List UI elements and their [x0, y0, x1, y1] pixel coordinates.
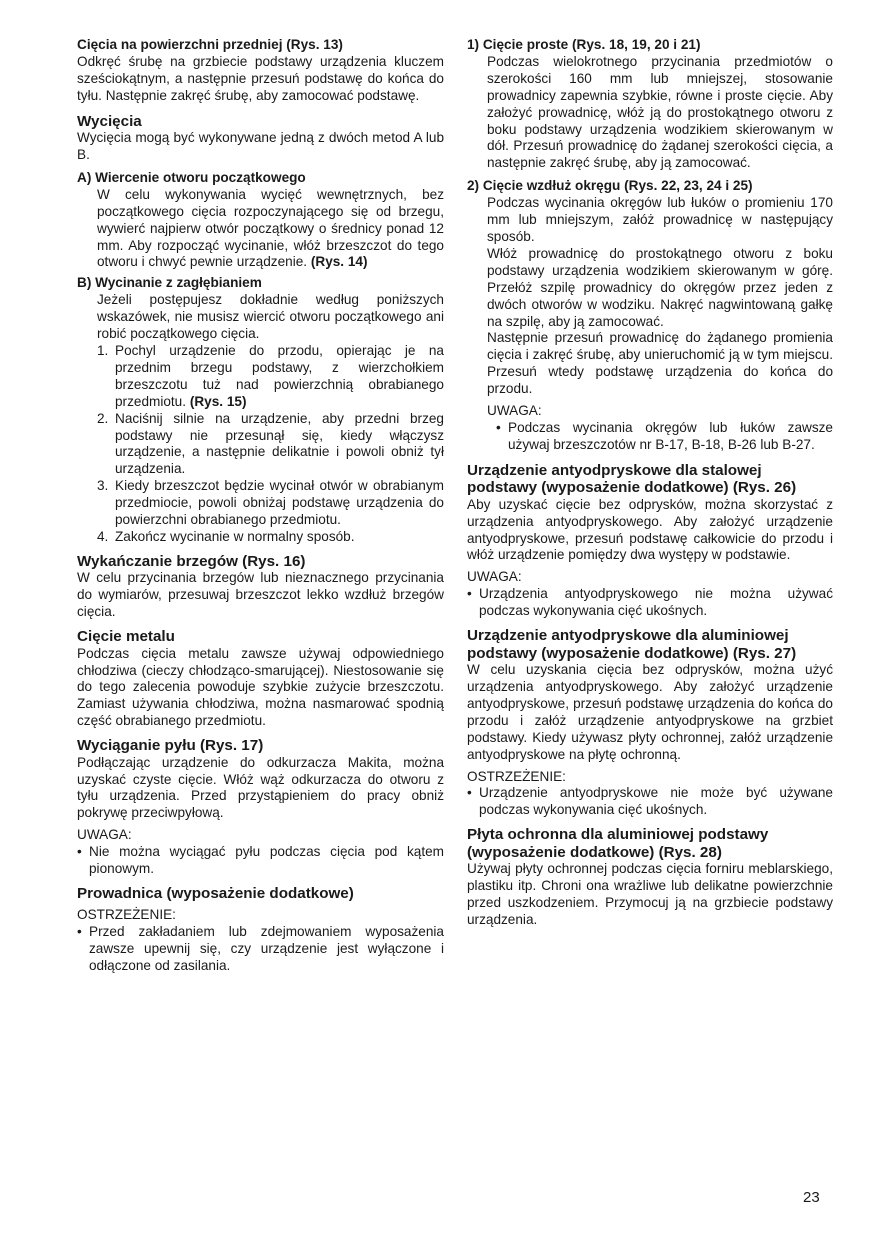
paragraph-circular-cutting-2: Włóż prowadnicę do prostokątnego otworu z boku podstawy urządzenia wodzikiem skierowanym w górę. Przełóż szpilę prowadnicy do okręgów przez jeden z dwóch otworów w wodziku. Nakręć nagwintowaną gałkę na szpilę, aby ją zamocować.: [487, 245, 833, 329]
paragraph-edge-finishing: W celu przycinania brzegów lub nieznacznego przycinania do wymiarów, przesuwaj brzeszczot lekko wzdłuż brzegów cięcia.: [77, 570, 444, 620]
paragraph-straight-cutting: Podczas wielokrotnego przycinania przedmiotów o szerokości 160 mm lub mniejszej, stosowanie prowadnicy zapewnia szybkie, równe i proste cięcie. Aby założyć prowadnicę, włóż ją do prostokątnego otworu z boku podstawy urządzenia wodzikiem skierowanym w dół. Przesuń prowadnicę do żądanej szerokości cięcia, a następnie zakręć śrubę, aby ją zamocować.: [487, 53, 833, 171]
paragraph-front-cuts: Odkręć śrubę na grzbiecie podstawy urządzenia kluczem sześciokątnym, a następnie przesuń podstawę do końca do tyłu. Następnie zakręć śrubę, aby zamocować podstawę.: [77, 53, 444, 103]
heading-cutouts: Wycięcia: [77, 112, 142, 130]
paragraph-starting-hole: [77, 187, 444, 272]
note-bullet: [77, 844, 444, 878]
heading-anti-splintering-aluminium: Urządzenie antyodpryskowe dla aluminiowej podstawy (wyposażenie dodatkowe) (Rys. 27): [467, 627, 797, 662]
bullet-icon: •: [467, 785, 472, 801]
step-text: Zakończ wycinanie w normalny sposób.: [115, 528, 355, 544]
heading-edge-finishing: Wykańczanie brzegów (Rys. 16): [77, 552, 306, 570]
heading-plunge-cutting: B) Wycinanie z zagłębianiem: [77, 275, 262, 291]
heading-front-cuts: Cięcia na powierzchni przedniej (Rys. 13): [77, 37, 343, 52]
heading-starting-hole: A) Wiercenie otworu początkowego: [77, 169, 306, 185]
paragraph-plunge-cutting: Jeżeli postępujesz dokładnie według poniższych wskazówek, nie musisz wiercić otworu początkowego ani robić początkowego cięcia.: [97, 292, 444, 342]
warning-label: OSTRZEŻENIE:: [77, 907, 176, 923]
paragraph-anti-splintering-aluminium: W celu uzyskania cięcia bez odprysków, można użyć urządzenia antyodpryskowego. Aby założyć urządzenie antyodpryskowe, przesuń podstawę urządzenia do końca do przodu i załóż urządzenie antyodpryskowe na grzbiet podstawy. Kiedy używasz płyty ochronnej, załóż urządzenie antyodpryskowe na płytę ochronną.: [467, 662, 833, 762]
paragraph-circular-cutting-1: Podczas wycinania okręgów lub łuków o promieniu 170 mm lub mniejszym, załóż prowadnicę w następujący sposób.: [487, 195, 833, 244]
heading-metal-cutting: Cięcie metalu: [77, 628, 175, 646]
heading-anti-splintering-steel: Urządzenie antyodpryskowe dla stalowej podstawy (wyposażenie dodatkowe) (Rys. 26): [467, 461, 797, 497]
paragraph-anti-splintering-steel: Aby uzyskać cięcie bez odprysków, można skorzystać z urządzenia antyodpryskowego. Aby założyć urządzenie antyodpryskowe, przesuń podstawę całkowicie do przodu i włóż urządzenie pomiędzy dwa występy w podstawie.: [467, 496, 833, 563]
list-item: [97, 529, 444, 546]
plunge-steps-list: [77, 343, 444, 546]
step-text: Kiedy brzeszczot będzie wycinał otwór w obrabianym przedmiocie, powoli obniżaj podstawę urządzenia do powierzchni obrabianego przedmiotu.: [115, 478, 444, 528]
step-text: Pochyl urządzenie do przodu, opierając je na przednim brzegu podstawy, z wierzchołkiem brzeszczotu tuż nad powierzchnią obrabianego przedmiotu.: [115, 343, 444, 409]
note-text: Podczas wycinania okręgów lub łuków zawsze używaj brzeszczotów nr B-17, B-18, B-26 lub B-27.: [508, 419, 833, 452]
right-column: [467, 37, 833, 929]
step-number: 4.: [97, 528, 109, 544]
starting-hole-text: W celu wykonywania wycięć wewnętrznych, bez początkowego cięcia rozpoczynającego się od brzegu, wywierć najpierw otwór początkowy o średnicy ponad 12 mm. Aby rozpocząć wycinanie, włóż brzeszczot do tego otworu i chwyć pewnie urządzenie.: [97, 186, 444, 270]
heading-circular-cutting: 2) Cięcie wzdłuż okręgu (Rys. 22, 23, 24 i 25): [467, 178, 753, 194]
warning-text: Przed zakładaniem lub zdejmowaniem wyposażenia zawsze upewnij się, czy urządzenie jest wyłączone i odłączone od zasilania.: [89, 924, 444, 974]
paragraph-cutouts: Wycięcia mogą być wykonywane jedną z dwóch metod A lub B.: [77, 130, 444, 163]
warning-bullet: [467, 785, 833, 819]
heading-straight-cutting: 1) Cięcie proste (Rys. 18, 19, 20 i 21): [467, 37, 701, 52]
paragraph-cover-plate: Używaj płyty ochronnej podczas cięcia forniru meblarskiego, plastiku itp. Chroni ona wrażliwe lub delikatne powierzchnie przed uszkodzeniem. Przymocuj ją na grzbiecie podstawy urządzenia.: [467, 861, 833, 927]
step-number: 1.: [97, 343, 109, 358]
page-number: 23: [803, 1189, 820, 1206]
paragraph-dust-extraction: Podłączając urządzenie do odkurzacza Makita, można uzyskać czyste cięcie. Włóż wąż odkurzacza do otworu z tyłu urządzenia. Przed przystąpieniem do pracy obniż pokrywę przeciwpyłową.: [77, 754, 444, 821]
paragraph-metal-cutting: Podczas cięcia metalu zawsze używaj odpowiedniego chłodziwa (cieczy chłodząco-smarującej). Niestosowanie się do tego zalecenia powoduje szybkie zużycie brzeszczotu. Zamiast używania chłodziwa, można nasmarować spodnią część obrabianego przedmiotu.: [77, 645, 444, 729]
warning-text: Urządzenie antyodpryskowe nie może być używane podczas wykonywania cięć ukośnych.: [479, 785, 833, 818]
heading-dust-extraction: Wyciąganie pyłu (Rys. 17): [77, 737, 264, 755]
list-item: [97, 343, 444, 411]
heading-cover-plate: Płyta ochronna dla aluminiowej podstawy (wyposażenie dodatkowe) (Rys. 28): [467, 826, 769, 861]
note-text: Nie można wyciągać pyłu podczas cięcia pod kątem pionowym.: [89, 844, 444, 877]
step-number: 3.: [97, 478, 109, 494]
note-bullet: [467, 586, 833, 620]
note-bullet: [496, 420, 833, 454]
warning-label: OSTRZEŻENIE:: [467, 768, 566, 784]
step-text: Naciśnij silnie na urządzenie, aby przedni brzeg podstawy nie przesunął się, kiedy włączysz urządzenie, a następnie delikatnie i powoli obniż tył urządzenia.: [115, 410, 444, 477]
figure-reference: (Rys. 15): [189, 393, 247, 409]
list-item: [97, 411, 444, 479]
note-label: UWAGA:: [487, 403, 542, 419]
heading-guide-rule: Prowadnica (wyposażenie dodatkowe): [77, 884, 354, 902]
note-text: Urządzenia antyodpryskowego nie można używać podczas wykonywania cięć ukośnych.: [479, 586, 833, 619]
bullet-icon: •: [496, 419, 501, 435]
warning-bullet: [77, 924, 444, 975]
list-item: [97, 478, 444, 529]
bullet-icon: •: [77, 844, 82, 860]
figure-reference: (Rys. 14): [310, 254, 368, 270]
paragraph-circular-cutting-3: Następnie przesuń prowadnicę do żądanego promienia cięcia i zakręć śrubę, aby unieruchomić ją w tym miejscu. Przesuń wtedy podstawę urządzenia do końca do przodu.: [487, 330, 833, 397]
note-label: UWAGA:: [77, 827, 132, 843]
left-column: [77, 37, 444, 975]
bullet-icon: •: [467, 586, 472, 602]
note-label: UWAGA:: [467, 569, 522, 585]
bullet-icon: •: [77, 924, 82, 940]
step-number: 2.: [97, 410, 109, 426]
